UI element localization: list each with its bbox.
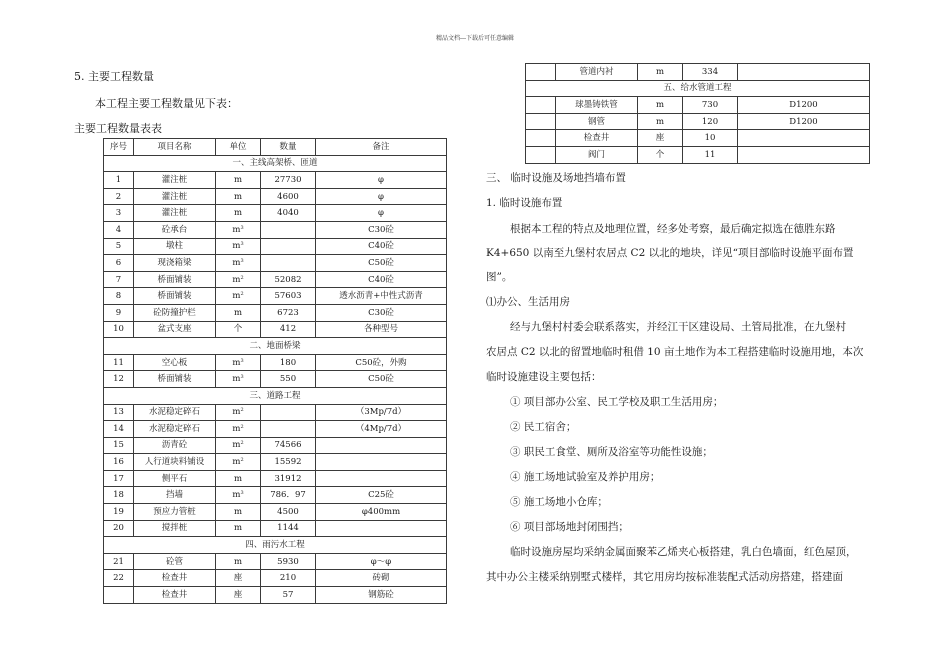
- table-row: [104, 553, 447, 570]
- cell-qty: [261, 255, 316, 272]
- cell-name: 检查井: [134, 587, 216, 604]
- table-row: [526, 64, 870, 81]
- cell-note: C50砼，外购: [316, 354, 447, 371]
- cell-name: 桥面铺装: [134, 271, 216, 288]
- quantity-table-continued: [525, 63, 870, 164]
- cell-unit: [216, 470, 261, 487]
- cell-note: C40砼: [316, 271, 447, 288]
- cell-no: 4: [104, 221, 134, 238]
- unit-text: m: [233, 174, 243, 185]
- cell-name: 灌注桩: [134, 172, 216, 189]
- cell-no: [526, 146, 556, 163]
- cell-note: φ400mm: [316, 504, 447, 521]
- cell-note: φ: [316, 172, 447, 189]
- subsection-1-title: 1. 临时设施布置: [486, 197, 563, 209]
- unit-text: m: [232, 407, 241, 418]
- cell-note: φ: [316, 188, 447, 205]
- group-title: 一、主线高架桥、匝道: [104, 155, 447, 172]
- cell-qty: 6723: [261, 304, 316, 321]
- cell-name: 侧平石: [134, 470, 216, 487]
- paragraph-line: K4+650 以南至九堡村农居点 C2 以北的地块，详见“项目部临时设施平面布置: [486, 247, 854, 259]
- cell-qty: [261, 421, 316, 438]
- cell-unit: [216, 570, 261, 587]
- cell-qty: 1144: [261, 520, 316, 537]
- cell-no: 12: [104, 371, 134, 388]
- cell-no: 16: [104, 454, 134, 471]
- paragraph-line: 临时设施房屋均采纳金属面聚苯乙烯夹心板搭建，乳白色墙面，红色屋顶，: [510, 546, 857, 558]
- section-title: 5. 主要工程数量: [74, 70, 154, 83]
- cell-note: C25砼: [316, 487, 447, 504]
- cell-qty: 74566: [261, 437, 316, 454]
- cell-qty: 334: [683, 64, 738, 81]
- cell-unit: [216, 354, 261, 371]
- cell-qty: 27730: [261, 172, 316, 189]
- table-row: [104, 221, 447, 238]
- cell-name: 盆式支座: [134, 321, 216, 338]
- unit-text: m: [232, 457, 241, 468]
- cell-note: φ: [316, 205, 447, 222]
- cell-no: 9: [104, 304, 134, 321]
- unit-text: m: [655, 116, 665, 127]
- cell-name: 砼管: [134, 553, 216, 570]
- cell-note: 砖砌: [316, 570, 447, 587]
- cell-no: 19: [104, 504, 134, 521]
- unit-text: m: [232, 490, 241, 501]
- unit-text: m: [233, 506, 243, 517]
- cell-qty: 57603: [261, 288, 316, 305]
- unit-text: m: [233, 191, 243, 202]
- column-header: 备注: [316, 139, 447, 156]
- table-intro: 本工程主要工程数量见下表：: [95, 97, 238, 110]
- cell-unit: [216, 487, 261, 504]
- cell-unit: [216, 172, 261, 189]
- cell-no: 8: [104, 288, 134, 305]
- cell-no: [526, 113, 556, 130]
- table-title: 主要工程数量表表: [74, 122, 162, 135]
- cell-name: 阀门: [556, 146, 638, 163]
- unit-text: m: [233, 556, 243, 567]
- cell-name: 水泥稳定碎石: [134, 421, 216, 438]
- cell-no: 18: [104, 487, 134, 504]
- column-header: 序号: [104, 139, 134, 156]
- cell-no: 14: [104, 421, 134, 438]
- table-row: [104, 354, 447, 371]
- cell-no: 13: [104, 404, 134, 421]
- cell-name: 球墨铸铁管: [556, 97, 638, 114]
- unit-text: m: [233, 208, 243, 219]
- unit-text: m: [232, 357, 241, 368]
- cell-qty: [261, 238, 316, 255]
- unit-text: m: [233, 473, 243, 484]
- cell-qty: 10: [683, 130, 738, 147]
- header-row: [104, 139, 447, 156]
- table-row: [104, 421, 447, 438]
- unit-text: 座: [233, 589, 243, 600]
- list-item: ② 民工宿舍；: [510, 421, 577, 433]
- cell-name: 桥面铺装: [134, 288, 216, 305]
- unit-text: m: [655, 99, 665, 110]
- unit-text: m: [232, 274, 241, 285]
- table-row: [104, 188, 447, 205]
- cell-unit: [216, 437, 261, 454]
- cell-qty: 4040: [261, 205, 316, 222]
- table-row: [526, 146, 870, 163]
- cell-name: 检查井: [134, 570, 216, 587]
- cell-no: [526, 97, 556, 114]
- unit-text: m: [232, 423, 241, 434]
- cell-unit: [216, 454, 261, 471]
- cell-no: 21: [104, 553, 134, 570]
- unit-superscript: 3: [240, 357, 244, 364]
- column-header: 单位: [216, 139, 261, 156]
- section-3-title: 三、 临时设施及场地挡墙布置: [486, 172, 626, 184]
- unit-superscript: 2: [240, 440, 244, 447]
- cell-note: （4Mp/7d）: [316, 421, 447, 438]
- group-row: [104, 387, 447, 404]
- table-row: [104, 371, 447, 388]
- cell-name: 空心板: [134, 354, 216, 371]
- cell-unit: [638, 130, 683, 147]
- cell-unit: [638, 97, 683, 114]
- unit-text: m: [232, 374, 241, 385]
- cell-name: 预应力管桩: [134, 504, 216, 521]
- cell-name: 沥青砼: [134, 437, 216, 454]
- list-item: ③ 职民工食堂、厕所及浴室等功能性设施；: [510, 446, 713, 458]
- group-row: [104, 338, 447, 355]
- unit-superscript: 2: [240, 423, 244, 430]
- cell-no: 6: [104, 255, 134, 272]
- cell-no: 20: [104, 520, 134, 537]
- group-title: 四、雨污水工程: [104, 537, 447, 554]
- paragraph-line: 农居点 C2 以北的留置地临时租借 10 亩土地作为本工程搭建临时设施用地，本次: [486, 346, 864, 358]
- table-row: [104, 321, 447, 338]
- paragraph-line: 图”。: [486, 271, 513, 283]
- unit-text: m: [655, 66, 665, 77]
- cell-no: 5: [104, 238, 134, 255]
- group-title: 三、道路工程: [104, 387, 447, 404]
- cell-note: D1200: [738, 113, 870, 130]
- cell-qty: 31912: [261, 470, 316, 487]
- unit-text: m: [232, 291, 241, 302]
- table-row: [104, 570, 447, 587]
- unit-text: m: [232, 241, 241, 252]
- table-row: [104, 172, 447, 189]
- unit-text: 座: [233, 573, 243, 584]
- table-row: [526, 130, 870, 147]
- table-row: [104, 454, 447, 471]
- unit-superscript: 3: [240, 257, 244, 264]
- office-subheading: ⑴办公、生活用房: [486, 296, 570, 308]
- unit-text: m: [233, 307, 243, 318]
- unit-superscript: 3: [240, 224, 244, 231]
- cell-unit: [216, 255, 261, 272]
- cell-note: （3Mp/7d）: [316, 404, 447, 421]
- cell-note: [316, 454, 447, 471]
- cell-unit: [216, 288, 261, 305]
- cell-unit: [216, 520, 261, 537]
- unit-text: 个: [233, 324, 243, 335]
- cell-qty: [261, 221, 316, 238]
- cell-no: 3: [104, 205, 134, 222]
- group-title: 二、地面桥梁: [104, 338, 447, 355]
- cell-qty: 180: [261, 354, 316, 371]
- cell-note: [316, 520, 447, 537]
- unit-text: 座: [655, 133, 665, 144]
- cell-qty: 4500: [261, 504, 316, 521]
- table-row: [104, 238, 447, 255]
- list-item: ⑤ 施工场地小仓库；: [510, 496, 608, 508]
- cell-note: 透水沥青+中性式沥青: [316, 288, 447, 305]
- cell-name: 钢管: [556, 113, 638, 130]
- cell-name: 桥面铺装: [134, 371, 216, 388]
- unit-text: m: [232, 224, 241, 235]
- cell-no: [526, 130, 556, 147]
- table-row: [104, 304, 447, 321]
- table-row: [526, 113, 870, 130]
- paragraph-line: 其中办公主楼采纳别墅式楼样，其它用房均按标准装配式活动房搭建，搭建面: [486, 571, 843, 583]
- cell-note: C50砼: [316, 371, 447, 388]
- paragraph-line: 经与九堡村村委会联系落实，并经江干区建设局、土管局批准，在九堡村: [510, 321, 846, 333]
- cell-name: 检查井: [556, 130, 638, 147]
- cell-unit: [638, 64, 683, 81]
- quantity-table: [103, 138, 447, 604]
- table-row: [104, 504, 447, 521]
- paragraph-line: 临时设施建设主要包括：: [486, 371, 602, 383]
- cell-qty: 786．97: [261, 487, 316, 504]
- cell-unit: [216, 271, 261, 288]
- cell-note: [738, 130, 870, 147]
- cell-unit: [216, 504, 261, 521]
- table-row: [526, 97, 870, 114]
- unit-text: m: [232, 257, 241, 268]
- list-item: ④ 施工场地试验室及养护用房；: [510, 471, 661, 483]
- cell-name: 搅拌桩: [134, 520, 216, 537]
- column-header: 数量: [261, 139, 316, 156]
- cell-name: 管道内衬: [556, 64, 638, 81]
- unit-superscript: 2: [240, 407, 244, 414]
- cell-note: [738, 146, 870, 163]
- cell-note: [738, 64, 870, 81]
- cell-note: C40砼: [316, 238, 447, 255]
- cell-qty: 412: [261, 321, 316, 338]
- page-header: 精品文档---下载后可任意编辑: [435, 35, 515, 42]
- cell-no: 10: [104, 321, 134, 338]
- cell-no: 2: [104, 188, 134, 205]
- group-row: [104, 537, 447, 554]
- cell-name: 人行道块料铺设: [134, 454, 216, 471]
- cell-unit: [216, 553, 261, 570]
- cell-unit: [216, 421, 261, 438]
- cell-no: [104, 587, 134, 604]
- table-row: [104, 404, 447, 421]
- cell-note: C50砼: [316, 255, 447, 272]
- cell-note: C30砼: [316, 304, 447, 321]
- cell-qty: 210: [261, 570, 316, 587]
- cell-name: 灌注桩: [134, 205, 216, 222]
- table-row: [104, 587, 447, 604]
- group-row: [526, 80, 870, 97]
- cell-no: 15: [104, 437, 134, 454]
- cell-unit: [216, 371, 261, 388]
- unit-text: m: [233, 523, 243, 534]
- cell-unit: [638, 113, 683, 130]
- cell-name: 灌注桩: [134, 188, 216, 205]
- cell-qty: [261, 404, 316, 421]
- unit-text: m: [232, 440, 241, 451]
- cell-qty: 5930: [261, 553, 316, 570]
- list-item: ⑥ 项目部场地封闭围挡；: [510, 521, 629, 533]
- unit-superscript: 2: [240, 291, 244, 298]
- cell-note: 钢筋砼: [316, 587, 447, 604]
- cell-unit: [216, 205, 261, 222]
- cell-name: 砼防撞护栏: [134, 304, 216, 321]
- table-row: [104, 205, 447, 222]
- cell-note: 各种型号: [316, 321, 447, 338]
- table-row: [104, 255, 447, 272]
- column-header: 项目名称: [134, 139, 216, 156]
- cell-unit: [216, 188, 261, 205]
- unit-superscript: 3: [240, 490, 244, 497]
- cell-note: φ～φ: [316, 553, 447, 570]
- unit-superscript: 2: [240, 457, 244, 464]
- list-item: ① 项目部办公室、民工学校及职工生活用房；: [510, 396, 724, 408]
- cell-name: 砼承台: [134, 221, 216, 238]
- cell-note: [316, 470, 447, 487]
- table-row: [104, 487, 447, 504]
- cell-name: 墩柱: [134, 238, 216, 255]
- table-row: [104, 437, 447, 454]
- cell-no: 1: [104, 172, 134, 189]
- cell-qty: 11: [683, 146, 738, 163]
- cell-unit: [216, 221, 261, 238]
- cell-no: 17: [104, 470, 134, 487]
- unit-superscript: 3: [240, 241, 244, 248]
- cell-unit: [638, 146, 683, 163]
- table-row: [104, 470, 447, 487]
- paragraph-line: 根据本工程的特点及地理位置，经多处考察，最后确定拟选在德胜东路: [510, 223, 836, 235]
- cell-qty: 120: [683, 113, 738, 130]
- cell-qty: 52082: [261, 271, 316, 288]
- group-title: 五、给水管道工程: [526, 80, 870, 97]
- unit-superscript: 2: [240, 274, 244, 281]
- cell-qty: 15592: [261, 454, 316, 471]
- cell-name: 挡墙: [134, 487, 216, 504]
- cell-qty: 550: [261, 371, 316, 388]
- cell-qty: 57: [261, 587, 316, 604]
- cell-no: 11: [104, 354, 134, 371]
- table-row: [104, 520, 447, 537]
- table-row: [104, 288, 447, 305]
- unit-text: 个: [655, 149, 665, 160]
- unit-superscript: 3: [240, 374, 244, 381]
- cell-unit: [216, 304, 261, 321]
- cell-qty: 4600: [261, 188, 316, 205]
- cell-name: 水泥稳定碎石: [134, 404, 216, 421]
- cell-unit: [216, 587, 261, 604]
- cell-no: [526, 64, 556, 81]
- cell-note: C30砼: [316, 221, 447, 238]
- cell-name: 现浇箱梁: [134, 255, 216, 272]
- cell-qty: 730: [683, 97, 738, 114]
- group-row: [104, 155, 447, 172]
- cell-no: 7: [104, 271, 134, 288]
- table-row: [104, 271, 447, 288]
- cell-note: [316, 437, 447, 454]
- cell-unit: [216, 238, 261, 255]
- cell-unit: [216, 404, 261, 421]
- cell-note: D1200: [738, 97, 870, 114]
- cell-unit: [216, 321, 261, 338]
- cell-no: 22: [104, 570, 134, 587]
